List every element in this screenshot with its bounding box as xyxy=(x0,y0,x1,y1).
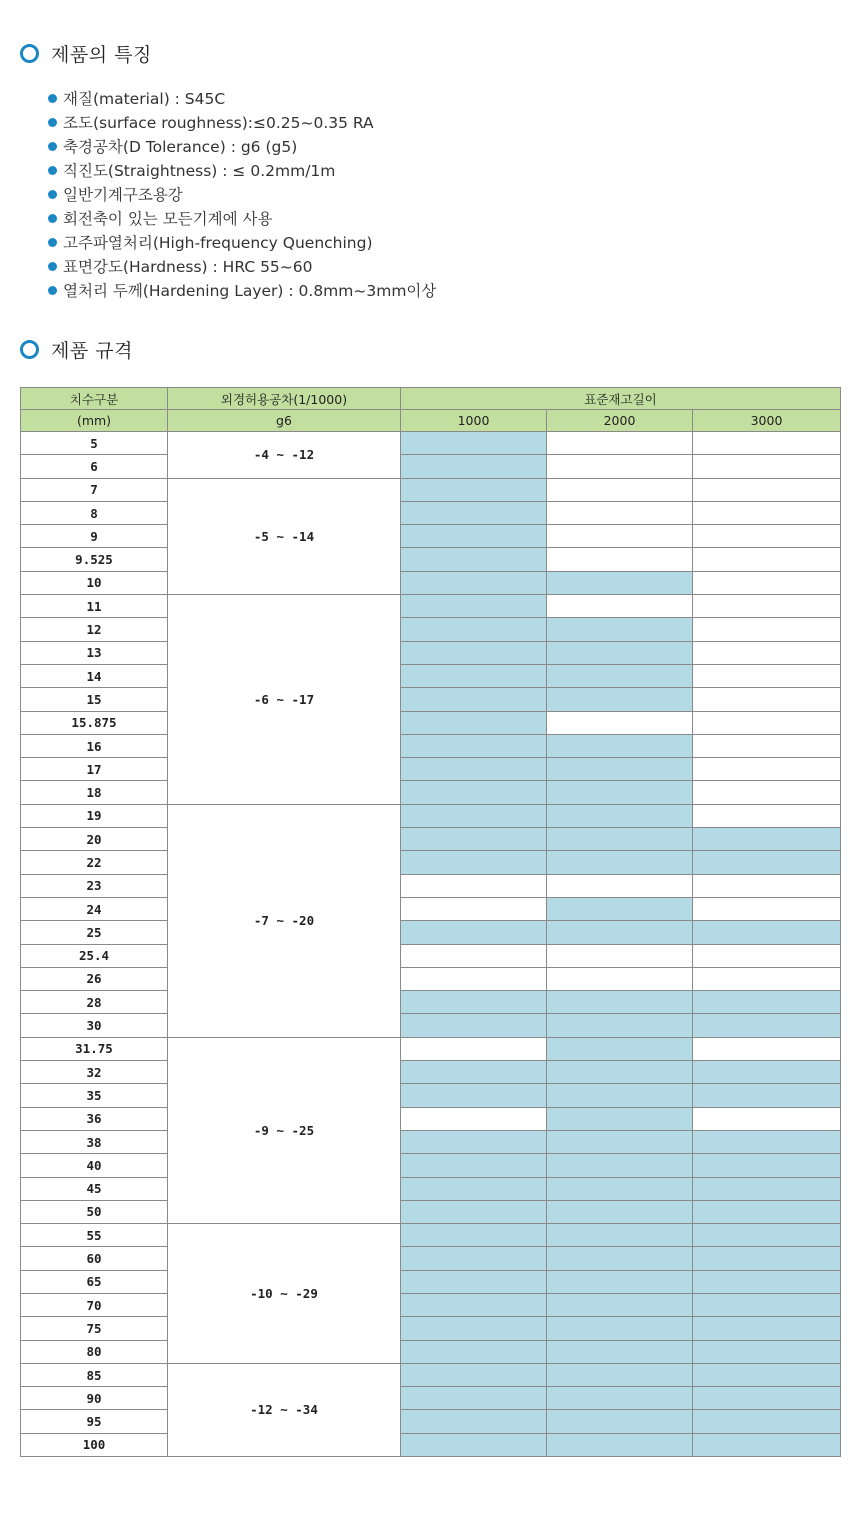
stock-available-cell xyxy=(693,851,841,874)
size-cell: 10 xyxy=(21,571,168,594)
stock-available-cell xyxy=(547,688,693,711)
size-cell: 17 xyxy=(21,758,168,781)
table-row xyxy=(21,595,841,618)
bullet-icon xyxy=(48,190,57,199)
size-cell: 15.875 xyxy=(21,711,168,734)
size-cell: 45 xyxy=(21,1177,168,1200)
table-row xyxy=(21,1084,841,1107)
bullet-icon xyxy=(48,214,57,223)
table-row xyxy=(21,711,841,734)
table-header-row xyxy=(21,388,841,410)
feature-text: 조도(surface roughness):≤0.25~0.35 RA xyxy=(63,114,374,132)
stock-available-cell xyxy=(547,1293,693,1316)
stock-available-cell xyxy=(547,571,693,594)
size-cell: 30 xyxy=(21,1014,168,1037)
stock-empty-cell xyxy=(547,455,693,478)
table-row xyxy=(21,828,841,851)
stock-empty-cell xyxy=(547,501,693,524)
stock-available-cell xyxy=(401,1200,547,1223)
tolerance-cell: -6 ~ -17 xyxy=(168,595,401,805)
table-row xyxy=(21,641,841,664)
size-cell: 26 xyxy=(21,967,168,990)
stock-empty-cell xyxy=(693,1107,841,1130)
stock-available-cell xyxy=(401,548,547,571)
spec-heading xyxy=(20,336,133,363)
stock-available-cell xyxy=(693,921,841,944)
table-row xyxy=(21,1410,841,1433)
tolerance-grade-header: g6 xyxy=(168,410,401,432)
stock-available-cell xyxy=(401,1130,547,1153)
stock-empty-cell xyxy=(547,874,693,897)
table-row xyxy=(21,432,841,455)
stock-available-cell xyxy=(401,641,547,664)
stock-empty-cell xyxy=(693,874,841,897)
stock-available-cell xyxy=(547,1107,693,1130)
stock-available-cell xyxy=(547,1433,693,1456)
length-1000-header: 1000 xyxy=(401,410,547,432)
stock-available-cell xyxy=(693,1177,841,1200)
table-row xyxy=(21,734,841,757)
bullet-icon xyxy=(48,238,57,247)
stock-available-cell xyxy=(547,897,693,920)
stock-empty-cell xyxy=(693,664,841,687)
stock-available-cell xyxy=(401,1293,547,1316)
size-cell: 8 xyxy=(21,501,168,524)
features-title: 제품의 특징 xyxy=(51,44,152,66)
size-cell: 60 xyxy=(21,1247,168,1270)
table-row xyxy=(21,1340,841,1363)
stock-available-cell xyxy=(401,1387,547,1410)
stock-available-cell xyxy=(401,1154,547,1177)
size-cell: 15 xyxy=(21,688,168,711)
feature-item xyxy=(48,206,436,230)
table-row xyxy=(21,571,841,594)
tolerance-header: 외경허용공차(1/1000) xyxy=(168,388,401,410)
feature-text: 열처리 두께(Hardening Layer) : 0.8mm~3mm이상 xyxy=(63,282,437,300)
stock-available-cell xyxy=(547,1340,693,1363)
stock-available-cell xyxy=(693,1014,841,1037)
stock-available-cell xyxy=(401,1433,547,1456)
stock-available-cell xyxy=(547,1130,693,1153)
stock-empty-cell xyxy=(693,781,841,804)
length-header: 표준재고길이 xyxy=(401,388,841,410)
stock-available-cell xyxy=(401,478,547,501)
table-row xyxy=(21,1200,841,1223)
stock-available-cell xyxy=(547,1387,693,1410)
stock-empty-cell xyxy=(693,734,841,757)
stock-available-cell xyxy=(401,734,547,757)
stock-available-cell xyxy=(693,1387,841,1410)
size-cell: 32 xyxy=(21,1061,168,1084)
stock-available-cell xyxy=(693,1084,841,1107)
size-cell: 16 xyxy=(21,734,168,757)
feature-item xyxy=(48,110,436,134)
stock-empty-cell xyxy=(547,432,693,455)
stock-empty-cell xyxy=(693,525,841,548)
stock-available-cell xyxy=(547,1084,693,1107)
stock-available-cell xyxy=(401,525,547,548)
stock-available-cell xyxy=(547,921,693,944)
stock-available-cell xyxy=(693,828,841,851)
size-cell: 19 xyxy=(21,804,168,827)
stock-empty-cell xyxy=(693,618,841,641)
table-row xyxy=(21,1247,841,1270)
stock-available-cell xyxy=(401,595,547,618)
size-cell: 22 xyxy=(21,851,168,874)
bullet-icon xyxy=(48,142,57,151)
stock-empty-cell xyxy=(547,525,693,548)
size-cell: 12 xyxy=(21,618,168,641)
stock-available-cell xyxy=(693,1317,841,1340)
size-cell: 6 xyxy=(21,455,168,478)
size-cell: 23 xyxy=(21,874,168,897)
stock-empty-cell xyxy=(693,548,841,571)
size-cell: 38 xyxy=(21,1130,168,1153)
stock-available-cell xyxy=(547,734,693,757)
stock-available-cell xyxy=(547,828,693,851)
stock-available-cell xyxy=(693,1154,841,1177)
stock-available-cell xyxy=(547,1270,693,1293)
spec-table xyxy=(20,387,841,1457)
table-row xyxy=(21,1061,841,1084)
table-row xyxy=(21,897,841,920)
tolerance-cell: -9 ~ -25 xyxy=(168,1037,401,1223)
stock-available-cell xyxy=(693,1130,841,1153)
table-row xyxy=(21,1433,841,1456)
table-row xyxy=(21,851,841,874)
bullet-icon xyxy=(48,166,57,175)
stock-empty-cell xyxy=(693,455,841,478)
stock-empty-cell xyxy=(693,804,841,827)
size-cell: 9.525 xyxy=(21,548,168,571)
stock-available-cell xyxy=(693,1247,841,1270)
stock-available-cell xyxy=(693,991,841,1014)
size-cell: 28 xyxy=(21,991,168,1014)
table-row xyxy=(21,874,841,897)
stock-available-cell xyxy=(547,1037,693,1060)
stock-available-cell xyxy=(547,1061,693,1084)
size-cell: 70 xyxy=(21,1293,168,1316)
table-subheader-row xyxy=(21,410,841,432)
stock-available-cell xyxy=(547,1247,693,1270)
stock-available-cell xyxy=(693,1270,841,1293)
stock-available-cell xyxy=(693,1224,841,1247)
stock-available-cell xyxy=(401,1014,547,1037)
table-row xyxy=(21,991,841,1014)
stock-empty-cell xyxy=(693,758,841,781)
stock-empty-cell xyxy=(693,478,841,501)
stock-available-cell xyxy=(401,851,547,874)
stock-empty-cell xyxy=(693,571,841,594)
stock-available-cell xyxy=(693,1061,841,1084)
feature-item xyxy=(48,158,436,182)
stock-available-cell xyxy=(401,758,547,781)
stock-available-cell xyxy=(401,1317,547,1340)
stock-empty-cell xyxy=(693,967,841,990)
table-row xyxy=(21,1014,841,1037)
stock-available-cell xyxy=(401,501,547,524)
stock-available-cell xyxy=(693,1200,841,1223)
size-cell: 24 xyxy=(21,897,168,920)
table-row xyxy=(21,1037,841,1060)
stock-available-cell xyxy=(547,664,693,687)
stock-empty-cell xyxy=(693,711,841,734)
length-3000-header: 3000 xyxy=(693,410,841,432)
feature-text: 표면강도(Hardness) : HRC 55~60 xyxy=(63,258,313,276)
stock-available-cell xyxy=(547,641,693,664)
tolerance-cell: -5 ~ -14 xyxy=(168,478,401,594)
stock-available-cell xyxy=(547,1200,693,1223)
table-row xyxy=(21,967,841,990)
size-cell: 7 xyxy=(21,478,168,501)
stock-empty-cell xyxy=(693,595,841,618)
spec-title: 제품 규격 xyxy=(51,340,133,362)
table-row xyxy=(21,1317,841,1340)
stock-available-cell xyxy=(401,664,547,687)
stock-available-cell xyxy=(547,781,693,804)
tolerance-cell: -12 ~ -34 xyxy=(168,1363,401,1456)
stock-available-cell xyxy=(401,1270,547,1293)
size-cell: 35 xyxy=(21,1084,168,1107)
stock-available-cell xyxy=(401,1084,547,1107)
table-row xyxy=(21,1387,841,1410)
stock-empty-cell xyxy=(547,967,693,990)
stock-available-cell xyxy=(401,1224,547,1247)
features-list xyxy=(48,86,436,302)
stock-empty-cell xyxy=(693,501,841,524)
size-cell: 13 xyxy=(21,641,168,664)
stock-available-cell xyxy=(401,1247,547,1270)
tolerance-cell: -4 ~ -12 xyxy=(168,432,401,479)
stock-available-cell xyxy=(547,851,693,874)
size-cell: 11 xyxy=(21,595,168,618)
table-row xyxy=(21,1177,841,1200)
stock-empty-cell xyxy=(547,478,693,501)
stock-empty-cell xyxy=(547,711,693,734)
stock-empty-cell xyxy=(401,967,547,990)
stock-available-cell xyxy=(693,1433,841,1456)
stock-available-cell xyxy=(401,804,547,827)
circle-bullet-icon xyxy=(20,340,39,359)
table-row xyxy=(21,455,841,478)
table-row xyxy=(21,525,841,548)
size-cell: 5 xyxy=(21,432,168,455)
size-cell: 36 xyxy=(21,1107,168,1130)
feature-item xyxy=(48,134,436,158)
stock-available-cell xyxy=(547,804,693,827)
stock-available-cell xyxy=(401,828,547,851)
feature-item xyxy=(48,86,436,110)
stock-available-cell xyxy=(547,1317,693,1340)
table-row xyxy=(21,688,841,711)
stock-available-cell xyxy=(401,688,547,711)
table-row xyxy=(21,1130,841,1153)
feature-item xyxy=(48,278,436,302)
stock-available-cell xyxy=(401,921,547,944)
size-cell: 25.4 xyxy=(21,944,168,967)
table-row xyxy=(21,944,841,967)
stock-available-cell xyxy=(693,1363,841,1386)
table-row xyxy=(21,501,841,524)
circle-bullet-icon xyxy=(20,44,39,63)
stock-empty-cell xyxy=(401,1037,547,1060)
tolerance-cell: -7 ~ -20 xyxy=(168,804,401,1037)
stock-empty-cell xyxy=(401,944,547,967)
length-2000-header: 2000 xyxy=(547,410,693,432)
size-cell: 80 xyxy=(21,1340,168,1363)
size-cell: 85 xyxy=(21,1363,168,1386)
size-cell: 90 xyxy=(21,1387,168,1410)
stock-available-cell xyxy=(401,1410,547,1433)
stock-available-cell xyxy=(547,1410,693,1433)
stock-empty-cell xyxy=(547,548,693,571)
stock-available-cell xyxy=(547,758,693,781)
stock-empty-cell xyxy=(693,1037,841,1060)
stock-available-cell xyxy=(401,618,547,641)
table-row xyxy=(21,548,841,571)
feature-text: 축경공차(D Tolerance) : g6 (g5) xyxy=(63,138,298,156)
stock-empty-cell xyxy=(693,897,841,920)
stock-available-cell xyxy=(547,991,693,1014)
stock-available-cell xyxy=(401,991,547,1014)
feature-item xyxy=(48,230,436,254)
stock-empty-cell xyxy=(693,641,841,664)
bullet-icon xyxy=(48,286,57,295)
stock-available-cell xyxy=(693,1293,841,1316)
table-row xyxy=(21,1363,841,1386)
stock-empty-cell xyxy=(693,432,841,455)
feature-item xyxy=(48,182,436,206)
stock-empty-cell xyxy=(547,595,693,618)
stock-available-cell xyxy=(401,1061,547,1084)
stock-empty-cell xyxy=(693,944,841,967)
table-row xyxy=(21,478,841,501)
table-row xyxy=(21,781,841,804)
table-row xyxy=(21,1224,841,1247)
size-cell: 100 xyxy=(21,1433,168,1456)
feature-item xyxy=(48,254,436,278)
stock-available-cell xyxy=(547,1224,693,1247)
size-cell: 14 xyxy=(21,664,168,687)
stock-available-cell xyxy=(693,1340,841,1363)
bullet-icon xyxy=(48,262,57,271)
table-row xyxy=(21,758,841,781)
tolerance-cell: -10 ~ -29 xyxy=(168,1224,401,1364)
stock-available-cell xyxy=(401,1177,547,1200)
stock-available-cell xyxy=(401,1363,547,1386)
stock-available-cell xyxy=(547,1177,693,1200)
table-row xyxy=(21,921,841,944)
feature-text: 회전축이 있는 모든기계에 사용 xyxy=(63,210,273,228)
stock-available-cell xyxy=(401,432,547,455)
stock-available-cell xyxy=(401,1340,547,1363)
feature-text: 고주파열처리(High-frequency Quenching) xyxy=(63,234,373,252)
table-row xyxy=(21,1107,841,1130)
size-cell: 9 xyxy=(21,525,168,548)
feature-text: 일반기계구조용강 xyxy=(63,186,183,204)
size-cell: 31.75 xyxy=(21,1037,168,1060)
size-cell: 18 xyxy=(21,781,168,804)
stock-empty-cell xyxy=(693,688,841,711)
stock-empty-cell xyxy=(401,874,547,897)
table-row xyxy=(21,1154,841,1177)
stock-available-cell xyxy=(547,1363,693,1386)
feature-text: 재질(material) : S45C xyxy=(63,90,226,108)
table-row xyxy=(21,1270,841,1293)
bullet-icon xyxy=(48,118,57,127)
table-row xyxy=(21,618,841,641)
stock-available-cell xyxy=(547,1154,693,1177)
size-cell: 20 xyxy=(21,828,168,851)
stock-available-cell xyxy=(401,711,547,734)
size-cell: 50 xyxy=(21,1200,168,1223)
stock-empty-cell xyxy=(401,897,547,920)
size-cell: 40 xyxy=(21,1154,168,1177)
size-cell: 75 xyxy=(21,1317,168,1340)
stock-available-cell xyxy=(401,781,547,804)
table-row xyxy=(21,804,841,827)
size-cell: 95 xyxy=(21,1410,168,1433)
size-header: 치수구분 xyxy=(21,388,168,410)
size-cell: 25 xyxy=(21,921,168,944)
size-cell: 55 xyxy=(21,1224,168,1247)
bullet-icon xyxy=(48,94,57,103)
stock-available-cell xyxy=(693,1410,841,1433)
table-row xyxy=(21,1293,841,1316)
table-row xyxy=(21,664,841,687)
stock-available-cell xyxy=(547,1014,693,1037)
stock-empty-cell xyxy=(401,1107,547,1130)
features-heading xyxy=(20,40,152,67)
feature-text: 직진도(Straightness) : ≤ 0.2mm/1m xyxy=(63,162,336,180)
size-cell: 65 xyxy=(21,1270,168,1293)
stock-available-cell xyxy=(401,571,547,594)
stock-available-cell xyxy=(547,618,693,641)
size-unit-header: (mm) xyxy=(21,410,168,432)
stock-available-cell xyxy=(401,455,547,478)
stock-empty-cell xyxy=(547,944,693,967)
